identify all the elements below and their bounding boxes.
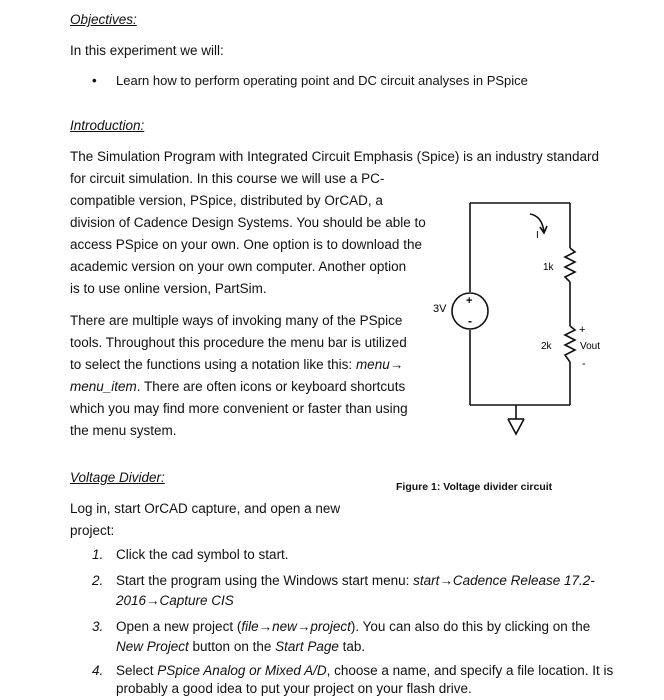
intro-p2-line2: tools. Throughout this procedure the menu bar is utilized	[70, 335, 407, 350]
figure-caption: Figure 1: Voltage divider circuit	[396, 481, 553, 493]
intro-p1-line4: division of Cadence Design Systems. You should be able to	[70, 215, 426, 230]
vout-minus: -	[582, 358, 586, 370]
intro-p2-line3-text: to select the functions using a notation like this:	[70, 357, 353, 372]
r1-label: 1k	[543, 262, 554, 273]
objectives-intro: In this experiment we will:	[70, 43, 224, 58]
step-2-line2: 2016→Capture CIS	[116, 593, 234, 608]
resistor-1k-symbol	[565, 248, 575, 282]
step-3-text-post: ). You can also do this by clicking on the	[350, 619, 591, 634]
objectives-bullet-text: Learn how to perform operating point and DC circuit analyses in PSpice	[116, 73, 528, 88]
source-plus: +	[466, 295, 473, 307]
resistor-2k-symbol	[565, 326, 575, 362]
step-4-number: 4.	[92, 663, 104, 678]
intro-p1-line7: is to use online version, PartSim.	[70, 281, 267, 296]
current-label: I	[536, 230, 539, 241]
step-3-menu-path: file→new→project	[241, 619, 351, 634]
intro-p1-line5: access PSpice on your own. One option is to download the	[70, 237, 422, 252]
step-1-number: 1.	[92, 547, 104, 562]
r2-label: 2k	[541, 341, 552, 352]
step-4-option: PSpice Analog or Mixed A/D	[157, 663, 327, 678]
intro-p1-line3: compatible version, PSpice, distributed by OrCAD, a	[70, 193, 383, 208]
step-3-line2	[116, 636, 365, 658]
intro-p2-menu-item-notation: menu_item	[70, 379, 137, 394]
source-minus: -	[468, 314, 472, 328]
intro-p2-line5: which you may find more convenient or faster than using	[70, 401, 408, 416]
step-3-new-project: New Project	[116, 639, 189, 654]
intro-p1-line2: for circuit simulation. In this course we will use a PC-	[70, 171, 385, 186]
introduction-heading: Introduction:	[70, 118, 145, 133]
step-2-number: 2.	[92, 573, 104, 588]
intro-p2-menu-notation: menu→	[355, 357, 404, 372]
step-2-line1	[116, 570, 595, 592]
vd-intro-line2: project:	[70, 523, 115, 538]
intro-p2-line1: There are multiple ways of invoking many of the PSpice	[70, 313, 403, 328]
step-3-start-page: Start Page	[275, 639, 339, 654]
vout-label: Vout	[580, 341, 601, 352]
step-4-text-pre: Select	[116, 663, 158, 678]
intro-p1-line6: academic version on your own computer. Another option	[70, 259, 407, 274]
voltage-divider-heading: Voltage Divider:	[70, 470, 165, 485]
step-2-text: Start the program using the Windows start menu:	[116, 573, 414, 588]
bullet-dot: •	[92, 73, 97, 88]
step-2-menu-path: start→Cadence Release 17.2-	[413, 573, 595, 588]
step-4-line2: probably a good idea to put your project on your flash drive.	[116, 681, 472, 696]
step-3-post: tab.	[338, 639, 366, 654]
step-3-text-pre: Open a new project (	[116, 619, 242, 634]
intro-p1-line1: The Simulation Program with Integrated Circuit Emphasis (Spice) is an industry standard	[70, 149, 599, 164]
intro-p2-line3	[70, 354, 403, 376]
step-3-mid: button on the	[188, 639, 276, 654]
vd-intro-line1: Log in, start OrCAD capture, and open a new	[70, 501, 341, 516]
objectives-heading: Objectives:	[70, 12, 137, 27]
intro-p2-line4-text: . There are often icons or keyboard shortcuts	[136, 379, 406, 394]
step-1-text: Click the cad symbol to start.	[116, 547, 289, 562]
vout-plus: +	[579, 324, 586, 336]
intro-p2-line4	[70, 376, 405, 398]
voltage-divider-circuit	[420, 190, 620, 450]
source-label: 3V	[433, 303, 447, 315]
ground-icon	[508, 419, 524, 434]
step-3-line1	[116, 616, 590, 638]
step-3-number: 3.	[92, 619, 104, 634]
step-4-text-post: , choose a name, and specify a file location. It is	[326, 663, 614, 678]
intro-p2-line6: the menu system.	[70, 423, 177, 438]
